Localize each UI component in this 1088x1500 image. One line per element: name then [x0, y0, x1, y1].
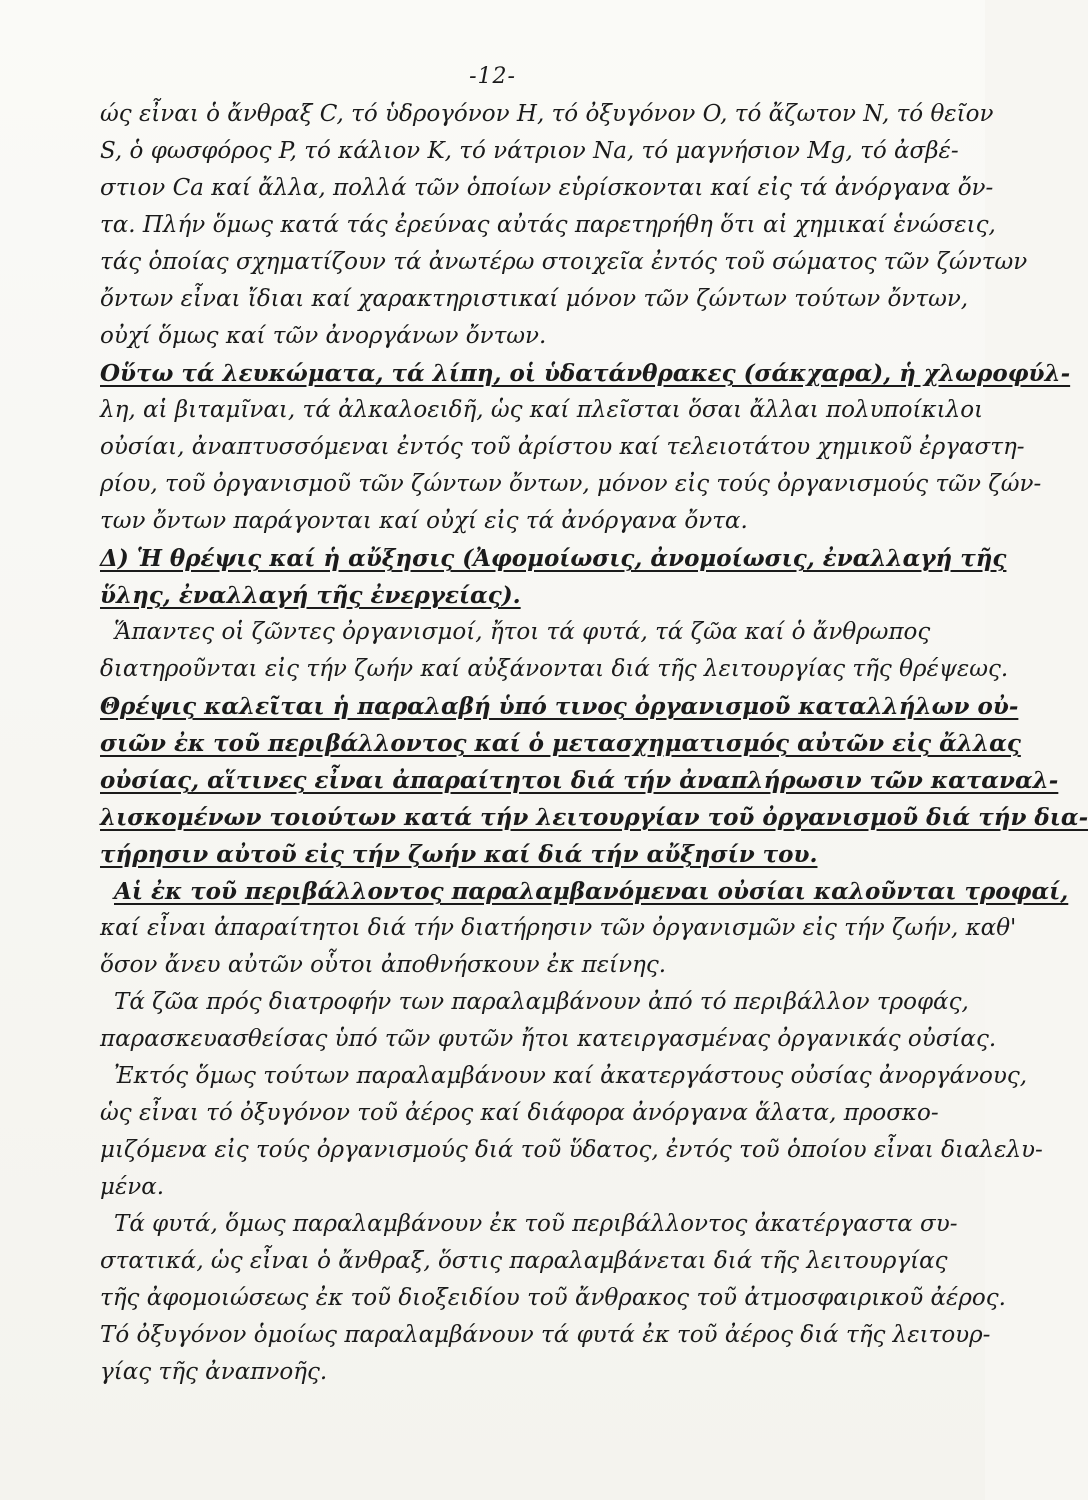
text-line: ώς εἶναι ὁ ἄνθραξ C, τό ὑδρογόνον H, τό ὀξυγόνον O, τό ἄζωτον N, τό θεῖον [100, 101, 994, 127]
text-line: στατικά, ὡς εἶναι ὁ ἄνθραξ, ὅστις παραλαμβάνεται διά τῆς λειτουργίας [100, 1248, 948, 1274]
text-line: ὡς εἶναι τό ὀξυγόνον τοῦ ἀέρος καί διάφορα ἀνόργανα ἅλατα, προσκο- [100, 1100, 939, 1126]
text-line: Τά ζῶα πρός διατροφήν των παραλαμβάνουν ἀπό τό περιβάλλον τροφάς, [114, 989, 969, 1015]
text-line: στιον Ca καί ἄλλα, πολλά τῶν ὁποίων εὑρίσκονται καί εἰς τά ἀνόργανα ὄν- [100, 175, 994, 201]
text-line: ὅσον ἄνευ αὐτῶν οὗτοι ἀποθνήσκουν ἐκ πείνης. [100, 952, 667, 978]
text-line: οὐχί ὅμως καί τῶν ἀνοργάνων ὄντων. [100, 323, 547, 349]
text-line: Οὕτω τά λευκώματα, τά λίπη, οἱ ὑδατάνθρακες (σάκχαρα), ἡ χλωροφύλ- [100, 360, 1071, 387]
text-line: μένα. [100, 1174, 165, 1200]
definition-line: Θρέψις καλεῖται ἡ παραλαβή ὑπό τινος ὀργανισμοῦ καταλλήλων οὐ- [100, 693, 1019, 720]
text-line: καί εἶναι ἀπαραίτητοι διά τήν διατήρησιν τῶν ὀργανισμῶν εἰς τήν ζωήν, καθ' [100, 915, 1017, 941]
text-line: ὄντων εἶναι ἴδιαι καί χαρακτηριστικαί μόνον τῶν ζώντων τούτων ὄντων, [100, 286, 969, 312]
text-line: γίας τῆς ἀναπνοῆς. [100, 1359, 328, 1385]
text-line: τῆς ἀφομοιώσεως ἐκ τοῦ διοξειδίου τοῦ ἄνθρακος τοῦ ἀτμοσφαιρικοῦ ἀέρος. [100, 1285, 1006, 1311]
section-heading: ὕλης, ἐναλλαγή τῆς ἐνεργείας). [100, 582, 521, 609]
text-line: ρίου, τοῦ ὀργανισμοῦ τῶν ζώντων ὄντων, μόνον εἰς τούς ὀργανισμούς τῶν ζών- [100, 471, 1042, 497]
body-text [100, 96, 1088, 1391]
text-line: διατηροῦνται εἰς τήν ζωήν καί αὐξάνονται διά τῆς λειτουργίας τῆς θρέψεως. [100, 656, 1009, 682]
text-line: οὐσίαι, ἀναπτυσσόμεναι ἐντός τοῦ ἀρίστου καί τελειοτάτου χημικοῦ ἐργαστη- [100, 434, 1025, 460]
text-line: των ὄντων παράγονται καί οὐχί εἰς τά ἀνόργανα ὄντα. [100, 508, 748, 534]
text-line: Τό ὀξυγόνον ὁμοίως παραλαμβάνουν τά φυτά ἐκ τοῦ ἀέρος διά τῆς λειτουρ- [100, 1322, 991, 1348]
definition-line: οὐσίας, αἵτινες εἶναι ἀπαραίτητοι διά τήν ἀναπλήρωσιν τῶν καταναλ- [100, 767, 1059, 794]
page-number: -12- [469, 64, 516, 89]
text-line: παρασκευασθείσας ὑπό τῶν φυτῶν ἤτοι κατειργασμένας ὀργανικάς οὐσίας. [100, 1026, 997, 1052]
text-line: Ἅπαντες οἱ ζῶντες ὀργανισμοί, ἤτοι τά φυτά, τά ζῶα καί ὁ ἄνθρωπος [114, 619, 931, 645]
text-line: μιζόμενα εἰς τούς ὀργανισμούς διά τοῦ ὕδατος, ἐντός τοῦ ὁποίου εἶναι διαλελυ- [100, 1137, 1043, 1163]
definition-line: λισκομένων τοιούτων κατά τήν λειτουργίαν τοῦ ὀργανισμοῦ διά τήν δια- [100, 804, 1088, 831]
text-line: Ἐκτός ὅμως τούτων παραλαμβάνουν καί ἀκατεργάστους οὐσίας ἀνοργάνους, [114, 1063, 1028, 1089]
text-line: τάς ὁποίας σχηματίζουν τά ἀνωτέρω στοιχεῖα ἐντός τοῦ σώματος τῶν ζώντων [100, 249, 1028, 275]
definition-line: Αἱ ἐκ τοῦ περιβάλλοντος παραλαμβανόμεναι οὐσίαι καλοῦνται τροφαί, [114, 878, 1069, 905]
text-line: Τά φυτά, ὅμως παραλαμβάνουν ἐκ τοῦ περιβάλλοντος ἀκατέργαστα συ- [114, 1211, 958, 1237]
section-heading: Δ) Ἡ θρέψις καί ἡ αὔξησις (Ἀφομοίωσις, ἀνομοίωσις, ἐναλλαγή τῆς [100, 545, 1007, 572]
text-line: S, ὁ φωσφόρος P, τό κάλιον K, τό νάτριον Na, τό μαγνήσιον Mg, τό ἀσβέ- [100, 138, 959, 164]
definition-line: σιῶν ἐκ τοῦ περιβάλλοντος καί ὁ μετασχηματισμός αὐτῶν εἰς ἄλλας [100, 730, 1021, 757]
definition-line: τήρησιν αὐτοῦ εἰς τήν ζωήν καί διά τήν αὔξησίν του. [100, 841, 818, 868]
text-line: τα. Πλήν ὅμως κατά τάς ἐρεύνας αὐτάς παρετηρήθη ὅτι αἱ χημικαί ἑνώσεις, [100, 212, 996, 238]
text-line: λη, αἱ βιταμῖναι, τά ἀλκαλοειδῆ, ὡς καί πλεῖσται ὅσαι ἄλλαι πολυποίκιλοι [100, 397, 984, 423]
